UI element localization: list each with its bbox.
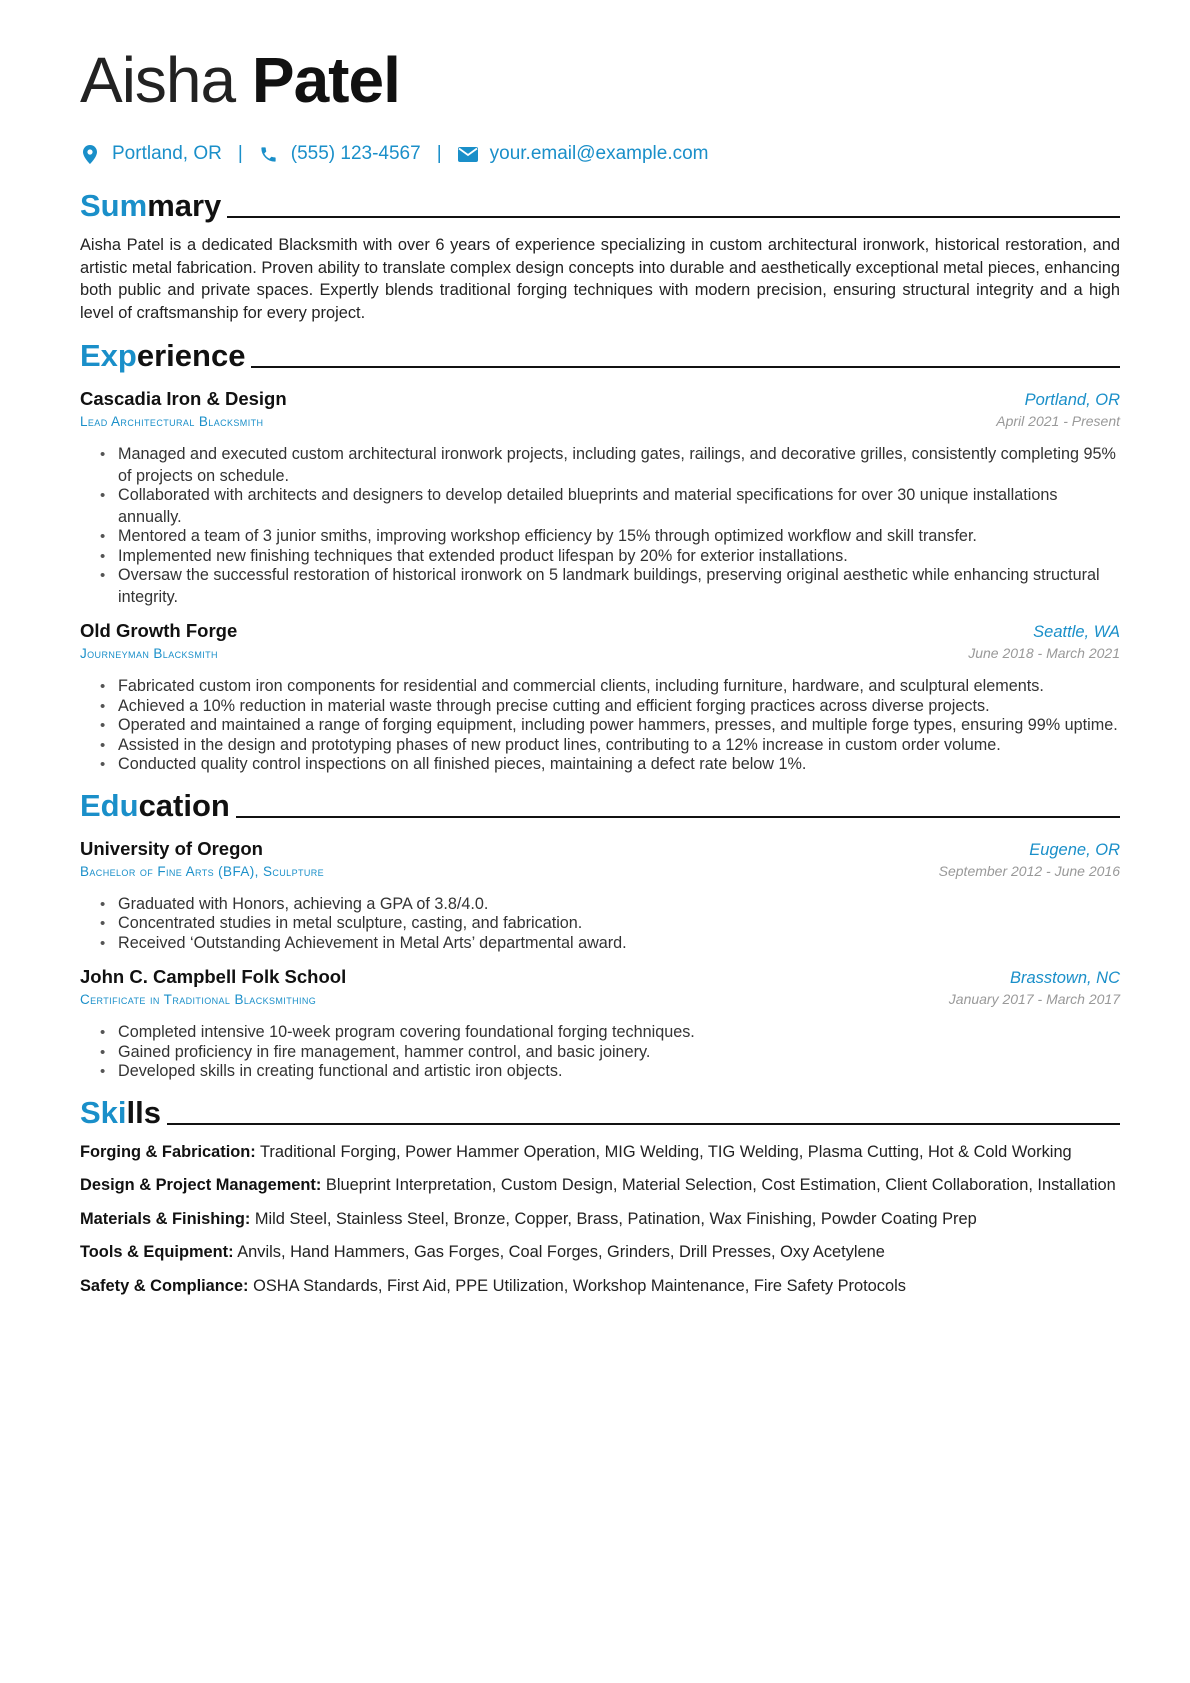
skill-row [80, 1241, 1120, 1264]
summary-text: Aisha Patel is a dedicated Blacksmith with over 6 years of experience specializing in custom architectural ironwork, historical restoration, and artistic metal fabrication. Proven ability to translate complex design concepts into durable and aesthetically exceptional metal pieces, enhancing both public and private spaces. Expertly blends traditional forging techniques with modern precision, ensuring structural integrity and a high level of craftsmanship for every project. [80, 236, 1120, 322]
skill-items: Traditional Forging, Power Hammer Operation, MIG Welding, TIG Welding, Plasma Cutting, Hot & Cold Working [260, 1142, 1072, 1161]
section-rule [227, 216, 1120, 218]
phone-text: (555) 123-4567 [290, 143, 421, 164]
education-entry [80, 836, 1120, 955]
entry-dates: September 2012 - June 2016 [938, 862, 1120, 879]
location-text: Portland, OR [112, 143, 222, 164]
entry-location: Seattle, WA [1033, 623, 1120, 641]
summary-heading [80, 184, 1120, 224]
entry-dates: June 2018 - March 2021 [968, 645, 1120, 661]
entry-location: Brasstown, NC [1009, 969, 1120, 987]
contact-bar [80, 138, 1120, 170]
school-name: University of Oregon [80, 837, 263, 859]
candidate-name [80, 40, 1120, 120]
bullet-item: • Graduated with Honors, achieving a GPA of 3.8/4.0. [118, 894, 1120, 916]
phone-icon [259, 144, 279, 164]
experience-entry [80, 618, 1120, 776]
skill-row [80, 1141, 1120, 1164]
section-title: Experience [80, 338, 246, 373]
bullet-item: • Gained proficiency in fire management, hammer control, and basic joinery. [118, 1042, 1120, 1064]
bullet-item: • Managed and executed custom architectural ironwork projects, including gates, railings, and decorative grilles, consistently completing 95% of projects on schedule. [118, 444, 1120, 487]
bullet-item: • Concentrated studies in metal sculpture, casting, and fabrication. [118, 913, 1120, 935]
bullet-item: • Developed skills in creating functional and artistic iron objects. [118, 1061, 1120, 1083]
school-name: John C. Campbell Folk School [80, 966, 347, 987]
bullet-item: • Operated and maintained a range of forging equipment, including power hammers, presses, and multiple forge types, ensuring 99% uptime. [118, 715, 1120, 737]
contact-separator: | [436, 143, 442, 164]
job-title: Journeyman Blacksmith [80, 646, 218, 661]
bullet-item: • Implemented new finishing techniques that extended product lifespan by 20% for exterior installations. [118, 546, 1120, 568]
entry-location: Eugene, OR [1029, 840, 1120, 859]
skill-row [80, 1174, 1120, 1197]
skill-category: Design & Project Management: [80, 1176, 322, 1194]
bullet-item: • Achieved a 10% reduction in material waste through precise cutting and efficient forging practices across diverse projects. [118, 696, 1120, 718]
bullet-item: • Collaborated with architects and designers to develop detailed blueprints and material specifications for over 30 unique installations annually. [118, 485, 1120, 528]
experience-heading [80, 334, 1120, 374]
contact-separator: | [237, 143, 243, 164]
entry-dates: April 2021 - Present [996, 413, 1120, 429]
entry-dates: January 2017 - March 2017 [948, 991, 1120, 1007]
bullet-item: • Received ‘Outstanding Achievement in Metal Arts’ departmental award. [118, 933, 1120, 955]
location-pin-icon [80, 144, 100, 164]
envelope-icon [458, 144, 478, 164]
skill-category: Safety & Compliance: [80, 1276, 249, 1295]
bullet-list [80, 676, 1120, 776]
section-rule [236, 816, 1120, 818]
education-entry [80, 964, 1120, 1083]
bullet-item: • Conducted quality control inspections on all finished pieces, maintaining a defect rate below 1%. [118, 754, 1120, 776]
experience-entry [80, 386, 1120, 608]
skill-items: OSHA Standards, First Aid, PPE Utilization, Workshop Maintenance, Fire Safety Protocols [253, 1276, 906, 1295]
last-name: Patel [251, 44, 400, 116]
bullet-item: • Oversaw the successful restoration of historical ironwork on 5 landmark buildings, preserving original aesthetic while enhancing structural integrity. [118, 565, 1120, 608]
contact-location [80, 143, 222, 165]
bullet-list [80, 444, 1120, 608]
skill-row [80, 1275, 1120, 1298]
bullet-item: • Fabricated custom iron components for residential and commercial clients, including furniture, hardware, and sculptural elements. [118, 676, 1120, 698]
skills-heading [80, 1091, 1120, 1131]
degree-title: Certificate in Traditional Blacksmithing [80, 992, 317, 1007]
skill-items: Anvils, Hand Hammers, Gas Forges, Coal Forges, Grinders, Drill Presses, Oxy Acetylene [237, 1243, 885, 1261]
skill-items: Mild Steel, Stainless Steel, Bronze, Copper, Brass, Patination, Wax Finishing, Powder Coating Prep [254, 1209, 977, 1228]
bullet-item: • Mentored a team of 3 junior smiths, improving workshop efficiency by 15% through optimized workflow and skill transfer. [118, 526, 1120, 548]
section-title: Summary [80, 188, 222, 223]
bullet-list [80, 894, 1120, 955]
employer-name: Cascadia Iron & Design [80, 388, 287, 409]
skill-row [80, 1208, 1120, 1231]
section-rule [167, 1123, 1120, 1125]
resume-page [80, 40, 1120, 1308]
skill-category: Materials & Finishing: [80, 1209, 251, 1228]
bullet-list [80, 1022, 1120, 1083]
degree-title: Bachelor of Fine Arts (BFA), Sculpture [80, 863, 325, 879]
skill-items: Blueprint Interpretation, Custom Design, Material Selection, Cost Estimation, Client Collaboration, Installation [325, 1176, 1116, 1194]
job-title: Lead Architectural Blacksmith [80, 414, 264, 429]
employer-name: Old Growth Forge [80, 620, 238, 641]
contact-email[interactable] [458, 143, 709, 165]
bullet-item: • Completed intensive 10-week program covering foundational forging techniques. [118, 1022, 1120, 1044]
section-title: Education [80, 787, 230, 823]
skill-category: Tools & Equipment: [80, 1243, 234, 1261]
entry-location: Portland, OR [1024, 391, 1120, 409]
first-name: Aisha [80, 44, 236, 116]
email-link[interactable]: your.email@example.com [489, 143, 709, 164]
section-rule [251, 366, 1120, 368]
bullet-item: • Assisted in the design and prototyping phases of new product lines, contributing to a 12% increase in custom order volume. [118, 735, 1120, 757]
education-heading [80, 784, 1120, 824]
contact-phone[interactable] [259, 143, 421, 165]
skills-list [80, 1141, 1120, 1298]
skill-category: Forging & Fabrication: [80, 1142, 256, 1161]
section-title: Skills [80, 1094, 161, 1130]
